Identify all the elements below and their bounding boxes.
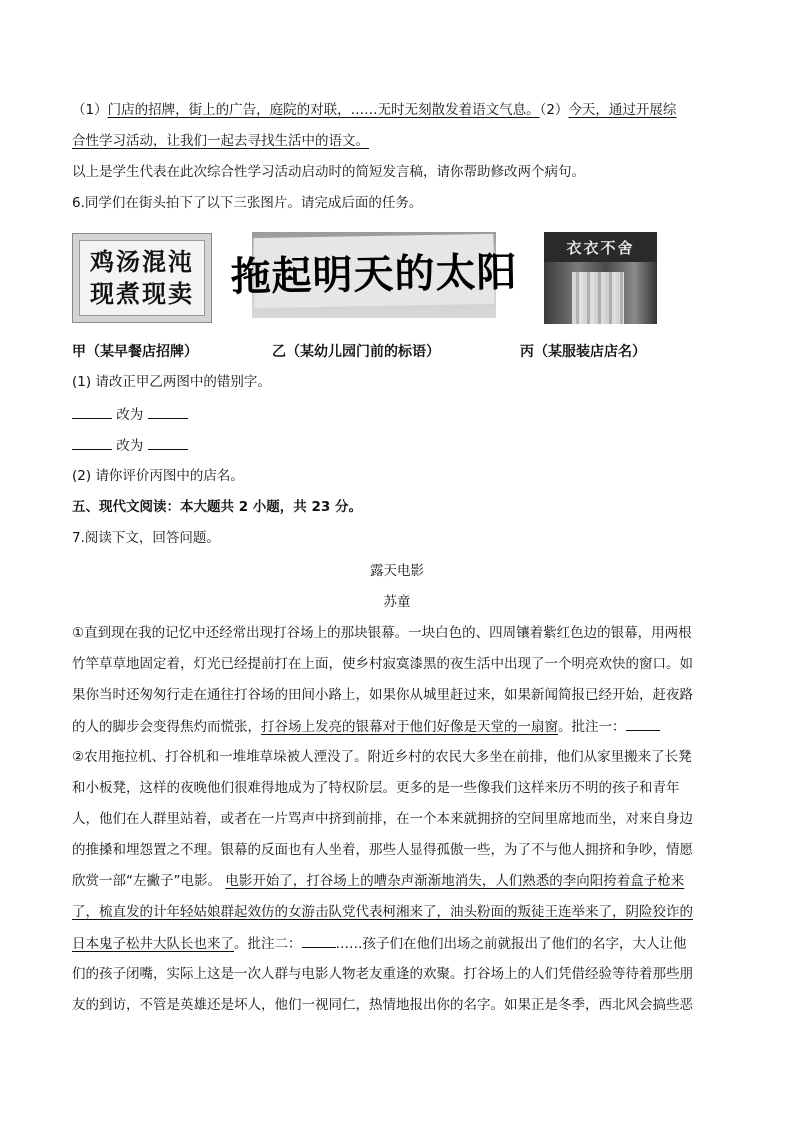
photo-bing-storefront: [544, 232, 657, 324]
article-author: 苏童: [383, 594, 411, 610]
photo-jia-text-1: 鸡汤混沌: [90, 247, 194, 276]
answer-blank-1a[interactable]: [72, 404, 112, 419]
caption-yi: 乙（某幼儿园门前的标语）: [272, 344, 440, 360]
photo-jia-signboard: [72, 233, 212, 323]
answer-blank-2a[interactable]: [72, 435, 112, 450]
question-7-stem: 7.阅读下文，回答问题。: [72, 530, 220, 546]
instruction-text: 以上是学生代表在此次综合性学习活动启动时的简短发言稿，请你帮助修改两个病句。: [72, 164, 585, 180]
p2-text-a: 欣赏一部“左撇子”电影。: [72, 873, 226, 889]
item-number-2: （2）: [539, 102, 569, 118]
sentence-line-1: [72, 100, 676, 120]
annotation-2-blank[interactable]: [302, 933, 336, 948]
annotated-sentence-1: 打谷场上发亮的银幕对于他们好像是天堂的一扇窗: [261, 719, 558, 735]
caption-bing: 丙（某服装店店名）: [520, 344, 646, 360]
paragraph-1-line-3: 果你当时还匆匆行走在通往打谷场的田间小路上，如果你从城里赶过来，如果新闻简报已经开始，赶夜路: [72, 687, 693, 703]
paragraph-2-line-9: 友的到访，不管是英雄还是坏人，他们一视同仁，热情地报出你的名字。如果正是冬季，西北风会搞些恶: [72, 997, 693, 1013]
question-6-stem: 6.同学们在街头拍下了以下三张图片。请完成后面的任务。: [72, 195, 423, 211]
photo-yi-text: 拖起明天的太阳: [230, 247, 518, 301]
item-number-1: （1）: [72, 102, 108, 118]
caption-jia: 甲（某早餐店招牌）: [72, 344, 198, 360]
paragraph-1-line-4: [72, 716, 660, 737]
sick-sentence-2-part-a: 今天，通过开展综: [568, 102, 677, 118]
annotation-2-label: 。批注二：: [234, 936, 302, 952]
answer-row-2: [72, 435, 188, 456]
p1-text-a: 的人的脚步会变得焦灼而慌张，: [72, 719, 261, 735]
article-title: 露天电影: [370, 563, 424, 579]
sentence-line-2: [72, 131, 369, 151]
annotation-1-blank[interactable]: [626, 716, 660, 731]
section-5-title: 五、现代文阅读：本大题共 2 小题，共 23 分。: [72, 499, 362, 515]
answer-blank-1b[interactable]: [148, 404, 188, 419]
question-6-sub-2: (2) 请你评价丙图中的店名。: [72, 468, 244, 484]
paragraph-2-line-4: 的推搡和埋怨置之不理。银幕的反面也有人坐着，那些人显得孤傲一些，为了不与他人拥挤和争吵，情愿: [72, 842, 693, 858]
sick-sentence-2-part-b: 合性学习活动，让我们一起去寻找生活中的语文。: [72, 133, 369, 149]
photo-jia-text-2: 现煮现卖: [90, 279, 194, 308]
annotated-sentence-2-part-b: 了，梳直发的计年轻姑娘群起效仿的女游击队党代表柯湘来了，油头粉面的叛徒王连举来了，阴险狡诈的: [72, 904, 693, 920]
change-word-2: 改为: [116, 438, 144, 454]
paragraph-2-line-3: 人，他们在人群里站着，或者在一片骂声中挤到前排，在一个本来就拥挤的空间里席地而坐，对来自身边: [72, 811, 693, 827]
paragraph-2-line-8: 们的孩子闭嘴，实际上这是一次人群与电影人物老友重逢的欢聚。打谷场上的人们凭借经验等待着那些朋: [72, 966, 693, 982]
paragraph-2-line-7: [72, 933, 687, 954]
paragraph-2-line-6: [72, 902, 693, 922]
change-word-1: 改为: [116, 407, 144, 423]
paragraph-1-line-2: 竹竿草草地固定着，灯光已经提前打在上面，使乡村寂寞漆黑的夜生活中出现了一个明亮欢快的窗口。如: [72, 656, 693, 672]
p2-text-c: ……孩子们在他们出场之前就报出了他们的名字，大人让他: [335, 936, 687, 952]
annotation-1-label: 。批注一：: [558, 719, 626, 735]
photo-yi-banner: [230, 232, 518, 318]
answer-row-1: [72, 404, 188, 425]
annotated-sentence-2-part-a: 电影开始了，打谷场上的嘈杂声渐渐地消失，人们熟悉的李向阳挎着盒子枪来: [225, 873, 685, 889]
paragraph-2-line-1: ②农用拖拉机、打谷机和一堆堆草垛被人湮没了。附近乡村的农民大多坐在前排，他们从家里搬来了长凳: [72, 749, 692, 765]
photo-bing-text: 衣衣不舍: [566, 238, 635, 257]
annotated-sentence-2-part-c: 日本鬼子松井大队长也来了: [72, 936, 234, 952]
question-6-sub-1: (1) 请改正甲乙两图中的错别字。: [72, 374, 271, 390]
paragraph-1-line-1: ①直到现在我的记忆中还经常出现打谷场上的那块银幕。一块白色的、四周镶着紫红色边的银幕，用两根: [72, 625, 692, 641]
paragraph-2-line-5: [72, 871, 684, 891]
answer-blank-2b[interactable]: [148, 435, 188, 450]
sick-sentence-1: 门店的招牌，街上的广告，庭院的对联，……无时无刻散发着语文气息。: [107, 102, 540, 118]
paragraph-2-line-2: 和小板凳，这样的夜晚他们很难得地成为了特权阶层。更多的是一些像我们这样来历不明的孩子和青年: [72, 780, 680, 796]
